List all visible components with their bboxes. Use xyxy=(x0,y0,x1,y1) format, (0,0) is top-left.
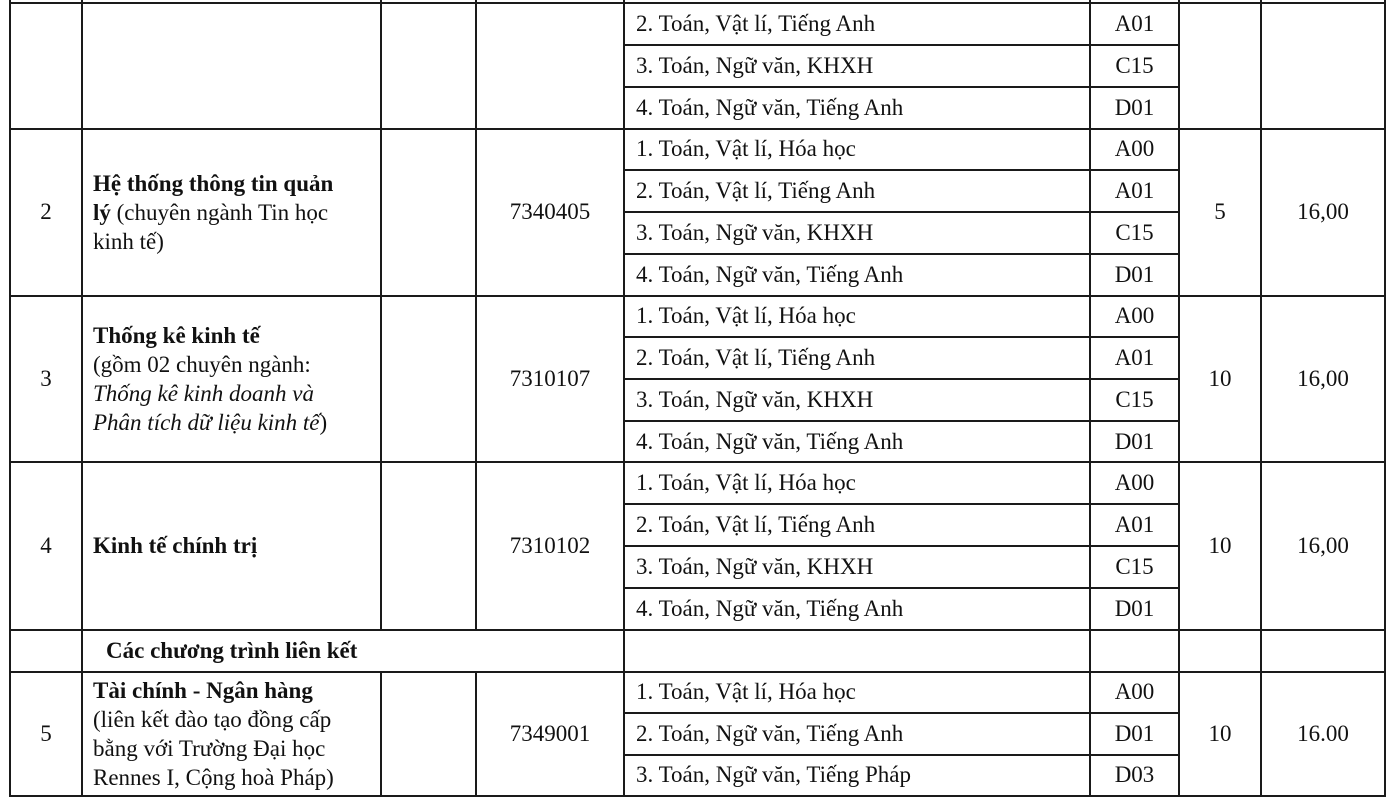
major-specialization: Phân tích dữ liệu kinh tế xyxy=(93,410,320,435)
subject-combination: 4. Toán, Ngữ văn, Tiếng Anh xyxy=(636,596,904,621)
major-code: 7340405 xyxy=(509,199,591,224)
major-code: 7310102 xyxy=(509,533,591,558)
major-description: (liên kết đào tạo đồng cấp xyxy=(93,707,332,732)
subject-combination: 3. Toán, Ngữ văn, KHXH xyxy=(636,387,874,412)
major-name-bold: lý xyxy=(93,200,111,225)
combination-code: A01 xyxy=(1114,178,1155,203)
subject-combination: 3. Toán, Ngữ văn, KHXH xyxy=(636,53,874,78)
closing-paren: ) xyxy=(319,410,328,435)
subrow-divider xyxy=(623,211,1180,213)
row-number: 2 xyxy=(40,199,52,224)
major-description: Rennes I, Cộng hoà Pháp) xyxy=(93,765,334,790)
subject-combination: 4. Toán, Ngữ văn, Tiếng Anh xyxy=(636,262,904,287)
threshold-score: 16,00 xyxy=(1297,533,1349,558)
combination-code: A00 xyxy=(1114,679,1155,704)
subrow-divider xyxy=(623,336,1180,338)
subject-combination: 2. Toán, Vật lí, Tiếng Anh xyxy=(636,345,876,370)
quota: 5 xyxy=(1214,199,1226,224)
subject-combination: 1. Toán, Vật lí, Hóa học xyxy=(636,470,856,495)
table-border-left xyxy=(9,0,11,797)
quota: 10 xyxy=(1208,366,1232,391)
combination-code: A00 xyxy=(1114,136,1155,161)
row-divider xyxy=(9,2,1386,4)
combination-code: C15 xyxy=(1115,53,1154,78)
combination-code: D01 xyxy=(1114,95,1155,120)
major-description: bằng với Trường Đại học xyxy=(93,736,326,761)
combination-code: D01 xyxy=(1114,429,1155,454)
subject-combination: 3. Toán, Ngữ văn, KHXH xyxy=(636,220,874,245)
subject-combination: 2. Toán, Vật lí, Tiếng Anh xyxy=(636,178,876,203)
subrow-divider xyxy=(623,712,1180,714)
subject-combination: 1. Toán, Vật lí, Hóa học xyxy=(636,136,856,161)
col-divider xyxy=(1178,0,1180,797)
subrow-divider xyxy=(623,253,1180,255)
major-specialization: (chuyên ngành Tin học xyxy=(110,200,329,225)
combination-code: A00 xyxy=(1114,470,1155,495)
subrow-divider xyxy=(623,378,1180,380)
subject-combination: 3. Toán, Ngữ văn, KHXH xyxy=(636,554,874,579)
threshold-score: 16.00 xyxy=(1297,721,1349,746)
major-name-line xyxy=(93,199,328,227)
subject-combination: 4. Toán, Ngữ văn, Tiếng Anh xyxy=(636,95,904,120)
major-name: Kinh tế chính trị xyxy=(93,533,258,558)
row-number: 3 xyxy=(40,366,52,391)
table-border-right xyxy=(1384,0,1386,797)
major-description: (gồm 02 chuyên ngành: xyxy=(93,352,311,377)
quota: 10 xyxy=(1208,721,1232,746)
combination-code: A01 xyxy=(1114,345,1155,370)
subject-combination: 4. Toán, Ngữ văn, Tiếng Anh xyxy=(636,429,904,454)
col-divider xyxy=(623,0,625,797)
quota: 10 xyxy=(1208,533,1232,558)
combination-code: A00 xyxy=(1114,303,1155,328)
major-specialization: kinh tế) xyxy=(93,229,164,254)
threshold-score: 16,00 xyxy=(1297,199,1349,224)
combination-code: D01 xyxy=(1114,262,1155,287)
subject-combination: 1. Toán, Vật lí, Hóa học xyxy=(636,303,856,328)
subject-combination: 2. Toán, Vật lí, Tiếng Anh xyxy=(636,512,876,537)
combination-code: A01 xyxy=(1114,11,1155,36)
subrow-divider xyxy=(623,754,1180,756)
col-divider xyxy=(380,0,382,630)
major-code: 7349001 xyxy=(509,721,591,746)
major-specialization: Thống kê kinh doanh và xyxy=(93,381,315,406)
row-divider xyxy=(9,295,1386,297)
section-header: Các chương trình liên kết xyxy=(106,638,358,663)
subject-combination: 2. Toán, Vật lí, Tiếng Anh xyxy=(636,11,876,36)
combination-code: D01 xyxy=(1114,596,1155,621)
subject-combination: 3. Toán, Ngữ văn, Tiếng Pháp xyxy=(636,762,911,787)
major-description-line xyxy=(93,409,327,437)
col-divider xyxy=(81,0,83,797)
combination-code: D03 xyxy=(1114,762,1155,787)
col-divider xyxy=(1260,0,1262,797)
subrow-divider xyxy=(623,420,1180,422)
combination-code: C15 xyxy=(1115,220,1154,245)
col-divider xyxy=(380,672,382,797)
combination-code: A01 xyxy=(1114,512,1155,537)
row-divider xyxy=(9,795,1386,797)
row-divider xyxy=(9,128,1386,130)
subject-combination: 1. Toán, Vật lí, Hóa học xyxy=(636,679,856,704)
subrow-divider xyxy=(623,44,1180,46)
row-divider xyxy=(9,671,1386,673)
subrow-divider xyxy=(623,86,1180,88)
row-divider xyxy=(9,629,1386,631)
subrow-divider xyxy=(623,545,1180,547)
major-name: Tài chính - Ngân hàng xyxy=(93,678,313,703)
row-divider xyxy=(9,461,1386,463)
subrow-divider xyxy=(623,503,1180,505)
major-name: Hệ thống thông tin quản xyxy=(93,171,334,196)
combination-code: C15 xyxy=(1115,554,1154,579)
row-number: 5 xyxy=(40,721,52,746)
subrow-divider xyxy=(623,587,1180,589)
major-code: 7310107 xyxy=(509,366,591,391)
subrow-divider xyxy=(623,169,1180,171)
row-number: 4 xyxy=(40,533,52,558)
threshold-score: 16,00 xyxy=(1297,366,1349,391)
combination-code: C15 xyxy=(1115,387,1154,412)
major-name: Thống kê kinh tế xyxy=(93,323,260,348)
combination-code: D01 xyxy=(1114,721,1155,746)
subject-combination: 2. Toán, Ngữ văn, Tiếng Anh xyxy=(636,721,904,746)
